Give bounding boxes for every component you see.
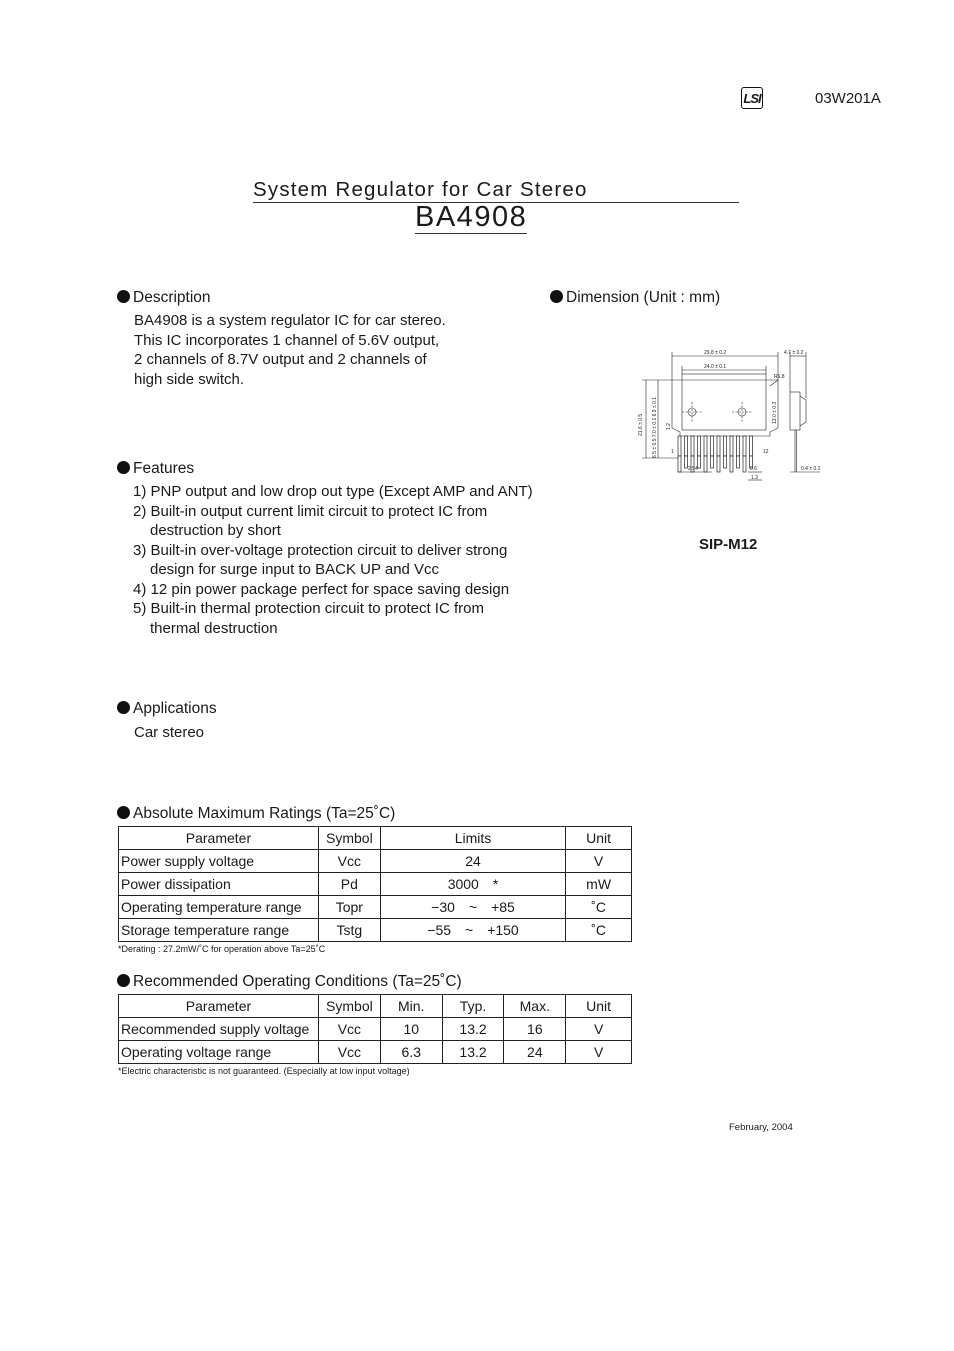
- dim-height-total: 21.6 ± 0.5: [638, 413, 644, 436]
- dim-pin-width2: 1.3: [751, 475, 758, 481]
- features-list: 1) PNP output and low drop out type (Except AMP and ANT) 2) Built-in output current limit circuit to protect IC from destruction by short 3) Built-in over-voltage protection circuit to deliver strong design for surge input to BACK UP and Vcc 4) 12 pin power package perfect for space saving design 5) Built-in thermal protection circuit to protect IC from thermal destruction: [133, 483, 533, 637]
- description-heading: Description: [117, 288, 211, 308]
- dim-hole: 13.0 ± 0.3: [772, 401, 778, 424]
- abs-max-table: [118, 826, 632, 942]
- dim-radius: R1.8: [774, 374, 785, 380]
- bullet-icon: [117, 461, 130, 474]
- rec-op-table: [118, 994, 632, 1064]
- rec-op-heading: Recommended Operating Conditions (Ta=25˚C): [117, 972, 462, 992]
- package-dimension-drawing: [630, 340, 840, 490]
- abs-max-note: *Derating : 27.2mW/˚C for operation above Ta=25˚C: [118, 944, 326, 954]
- bullet-icon: [117, 806, 130, 819]
- feature-item: 3) Built-in over-voltage protection circuit to deliver strong: [133, 541, 508, 559]
- publication-date: February, 2004: [729, 1122, 793, 1133]
- lsi-logo: LSI: [741, 87, 763, 109]
- dim-pin-width: 0.6: [750, 466, 757, 472]
- table-row: Power dissipation Pd 3000 * mW: [119, 873, 632, 896]
- applications-heading: Applications: [117, 699, 217, 719]
- dim-small: 1.2: [666, 423, 672, 430]
- dim-lead-thickness: 0.4 ± 0.1: [801, 466, 821, 472]
- table-row: Power supply voltage Vcc 24 V: [119, 850, 632, 873]
- applications-text: Car stereo: [134, 724, 205, 741]
- bullet-icon: [117, 290, 130, 303]
- bullet-icon: [550, 290, 563, 303]
- features-heading: Features: [117, 459, 194, 479]
- table-header-row: Parameter Symbol Min. Typ. Max. Unit: [119, 995, 632, 1018]
- feature-item: 4) 12 pin power package perfect for space saving design: [133, 580, 510, 598]
- table-row: Recommended supply voltage Vcc 10 13.2 16 V: [119, 1018, 632, 1041]
- document-subtitle: System Regulator for Car Stereo: [253, 178, 739, 203]
- package-name: SIP-M12: [699, 536, 758, 553]
- feature-item: 1) PNP output and low drop out type (Except AMP and ANT): [133, 483, 533, 500]
- table-header-row: Parameter Symbol Limits Unit: [119, 827, 632, 850]
- dim-pin-first: 1: [671, 449, 674, 455]
- table-row: Storage temperature range Tstg −55 ~ +150 ˚C: [119, 919, 632, 942]
- part-number-title: BA4908: [415, 201, 528, 233]
- bullet-icon: [117, 701, 130, 714]
- bullet-icon: [117, 974, 130, 987]
- dim-pin-last: 12: [763, 449, 769, 455]
- feature-item: 5) Built-in thermal protection circuit to protect IC from: [133, 600, 484, 617]
- rec-op-note: *Electric characteristic is not guaranteed. (Especially at low input voltage): [118, 1066, 410, 1076]
- dim-width-body: 24.0 ± 0.1: [704, 364, 727, 370]
- dim-thickness: 4.7 ± 0.2: [784, 350, 804, 356]
- dim-width-total: 29.8 ± 0.2: [704, 350, 727, 356]
- dim-height-parts: 6.5 ± 0.5 7.0 ± 0.1 6.9 ± 0.1: [652, 396, 658, 458]
- feature-item: 2) Built-in output current limit circuit to protect IC from: [133, 502, 488, 520]
- abs-max-heading: Absolute Maximum Ratings (Ta=25˚C): [117, 804, 395, 824]
- table-row: Operating voltage range Vcc 6.3 13.2 24 V: [119, 1041, 632, 1064]
- dimension-heading: Dimension (Unit : mm): [550, 288, 720, 308]
- description-text: BA4908 is a system regulator IC for car stereo. This IC incorporates 1 channel of 5.6V output, 2 channels of 8.7V output and 2 channels of high side switch.: [134, 312, 446, 388]
- dim-pin-pitch: 2.54: [688, 466, 698, 472]
- document-code: 03W201A: [815, 90, 881, 107]
- table-row: Operating temperature range Topr −30 ~ +85 ˚C: [119, 896, 632, 919]
